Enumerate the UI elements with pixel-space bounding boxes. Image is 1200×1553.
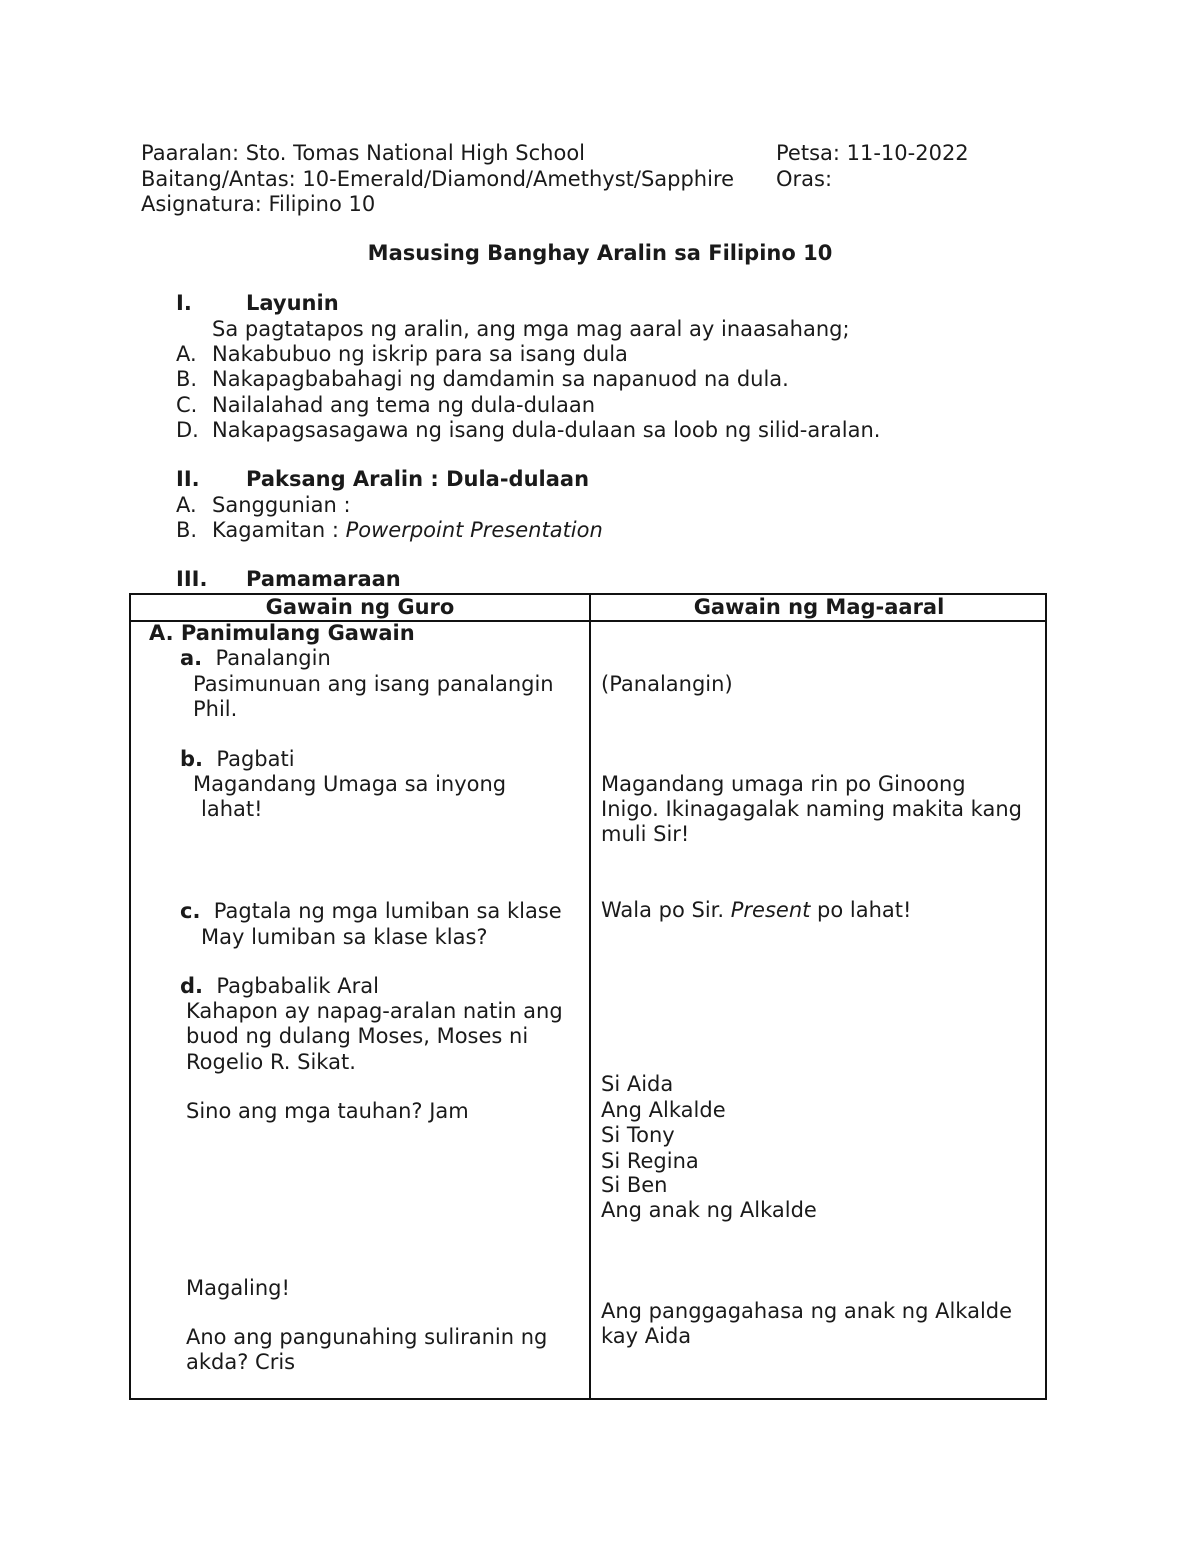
step-b-line: lahat! [201,797,263,821]
objective-text: Nakapagsasagawa ng isang dula-dulaan sa loob ng silid-aralan. [212,418,881,442]
character-item: Ang anak ng Alkalde [601,1198,817,1222]
topic-item [176,518,603,544]
table-header-row [131,595,1045,622]
column-header-teacher: Gawain ng Guro [265,595,455,619]
student-response-b-line: muli Sir! [601,822,690,846]
student-response-c [601,898,911,924]
section-2-heading [176,467,589,493]
column-divider [589,595,591,1398]
step-d-line: Kahapon ay napag-aralan natin ang [186,999,563,1023]
section-1-intro: Sa pagtatapos ng aralin, ang mga mag aaral ay inaasahang; [212,317,850,341]
step-d-label: d. [180,974,204,998]
question-line: akda? Cris [186,1350,296,1374]
character-item: Ang Alkalde [601,1098,726,1122]
objective-item [176,393,595,419]
topic-letter: A. [176,493,197,517]
character-item: Si Tony [601,1123,675,1147]
objective-item [176,342,628,368]
topic-text: Sanggunian : [212,493,351,517]
step-a-label: a. [180,646,203,670]
step-c-text: Pagtala ng mga lumiban sa klase [213,899,562,923]
question-line: Ano ang pangunahing suliranin ng [186,1325,548,1349]
topic-item [176,493,351,519]
objective-text: Nakabubuo ng iskrip para sa isang dula [212,342,628,366]
character-item: Si Ben [601,1173,668,1197]
topic-letter: B. [176,518,198,542]
character-item: Si Aida [601,1072,674,1096]
character-item: Si Regina [601,1149,699,1173]
section-1-title: Layunin [246,291,339,315]
section-2-number: II. [176,467,200,491]
section-2-title: Paksang Aralin : Dula-dulaan [246,467,590,491]
step-b-line: Magandang Umaga sa inyong [193,772,507,796]
step-a-line: Pasimunuan ang isang panalangin [193,672,554,696]
section-1-number: I. [176,291,192,315]
response-c-italic: Present [730,898,811,922]
objective-letter: D. [176,418,199,442]
step-b-title [180,747,295,773]
section-3-number: III. [176,567,208,591]
subject-label: Asignatura: Filipino 10 [141,192,376,216]
part-a-heading: A. Panimulang Gawain [149,621,415,645]
step-a-title [180,646,331,672]
response-c-post: po lahat! [810,898,912,922]
objective-text: Nakapagbabahagi ng damdamin sa napanuod na dula. [212,367,789,391]
objective-letter: B. [176,367,198,391]
objective-item [176,367,789,393]
objective-text: Nailalahad ang tema ng dula-dulaan [212,393,596,417]
step-a-text: Panalangin [215,646,331,670]
response-c-pre: Wala po Sir. [601,898,731,922]
step-d-text: Pagbabalik Aral [216,974,379,998]
header-right [776,141,969,192]
page-title: Masusing Banghay Aralin sa Filipino 10 [367,241,833,265]
date-label: Petsa: 11-10-2022 [776,141,969,165]
topic-text: Kagamitan : [212,518,346,542]
student-response-b-line: Magandang umaga rin po Ginoong [601,772,966,796]
step-c-title [180,899,562,925]
section-3-heading [176,567,401,593]
step-d-question: Sino ang mga tauhan? Jam [186,1099,469,1123]
student-response-a: (Panalangin) [601,672,733,696]
objective-letter: C. [176,393,198,417]
school-label: Paaralan: Sto. Tomas National High School [141,141,586,165]
objective-item [176,418,880,444]
praise-text: Magaling! [186,1276,290,1300]
step-c-label: c. [180,899,201,923]
step-d-title [180,974,379,1000]
step-b-label: b. [180,747,204,771]
step-d-line: buod ng dulang Moses, Moses ni [186,1024,529,1048]
answer-line: kay Aida [601,1324,692,1348]
objective-letter: A. [176,342,197,366]
time-label: Oras: [776,166,833,191]
step-d-line: Rogelio R. Sikat. [186,1050,356,1074]
topic-italic-text: Powerpoint Presentation [345,518,603,542]
step-b-text: Pagbati [216,747,295,771]
section-3-title: Pamamaraan [246,567,401,591]
answer-line: Ang panggagahasa ng anak ng Alkalde [601,1299,1013,1323]
grade-label: Baitang/Antas: 10-Emerald/Diamond/Amethyst/Sapphire [141,166,735,191]
step-a-line: Phil. [193,697,238,721]
section-1-heading [176,291,339,317]
step-c-line: May lumiban sa klase klas? [201,925,488,949]
column-header-student: Gawain ng Mag-aaral [693,595,945,619]
header-left [141,141,734,218]
student-response-b-line: Inigo. Ikinagagalak naming makita kang [601,797,1022,821]
procedure-table [129,593,1047,1400]
